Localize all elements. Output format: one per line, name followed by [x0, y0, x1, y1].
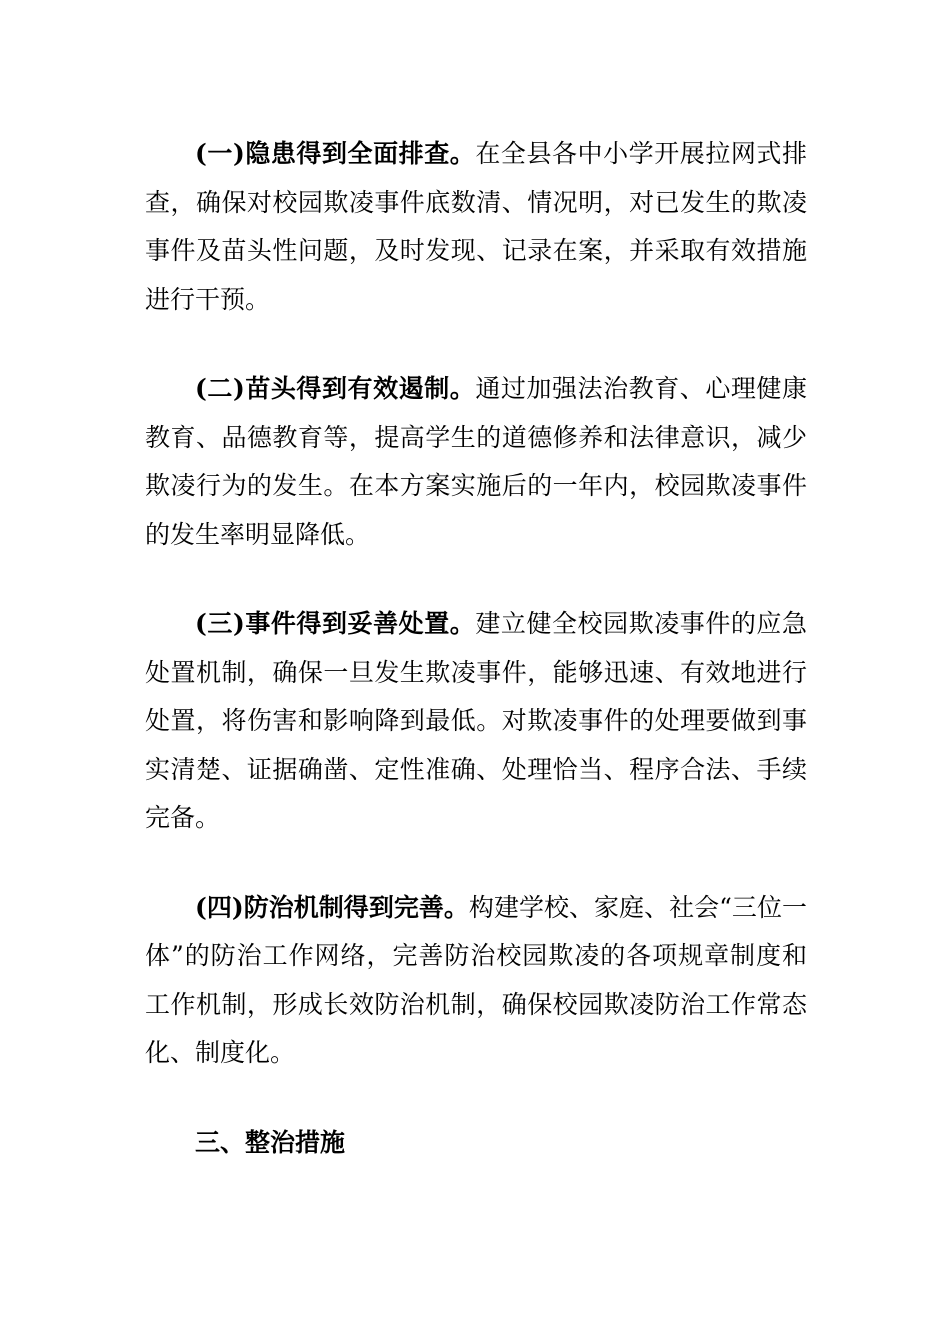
paragraph-lead: (四)防治机制得到完善。 — [195, 892, 469, 922]
paragraph-incidents-handled — [145, 600, 807, 843]
paragraph-text: 建立健全校园欺凌事件的应急处置机制，确保一旦发生欺凌事件，能够迅速、有效地进行处置，将伤害和影响降到最低。对欺凌事件的处理要做到事实清楚、证据确凿、定性准确、处理恰当、程序合法、手续完备。 — [145, 609, 807, 832]
paragraph-lead: (二)苗头得到有效遏制。 — [195, 374, 476, 403]
section-heading: 三、整治措施 — [195, 1127, 346, 1157]
paragraph-text: 在全县各中小学开展拉网式排查，确保对校园欺凌事件底数清、情况明，对已发生的欺凌事件及苗头性问题，及时发现、记录在案，并采取有效措施进行干预。 — [145, 139, 807, 314]
document-body — [145, 130, 807, 1167]
paragraph-early-signs-curbed — [145, 365, 807, 559]
paragraph-lead: (三)事件得到妥善处置。 — [195, 609, 476, 638]
paragraph-prevention-mechanism — [145, 884, 807, 1078]
paragraph-text: 通过加强法治教育、心理健康教育、品德教育等，提高学生的道德修养和法律意识，减少欺凌行为的发生。在本方案实施后的一年内，校园欺凌事件的发生率明显降低。 — [145, 374, 807, 549]
paragraph-lead: (一)隐患得到全面排查。 — [195, 139, 476, 168]
paragraph-hazard-investigation — [145, 130, 807, 324]
paragraph-text: 构建学校、家庭、社会“三位一体”的防治工作网络，完善防治校园欺凌的各项规章制度和工作机制，形成长效防治机制，确保校园欺凌防治工作常态化、制度化。 — [145, 892, 807, 1067]
